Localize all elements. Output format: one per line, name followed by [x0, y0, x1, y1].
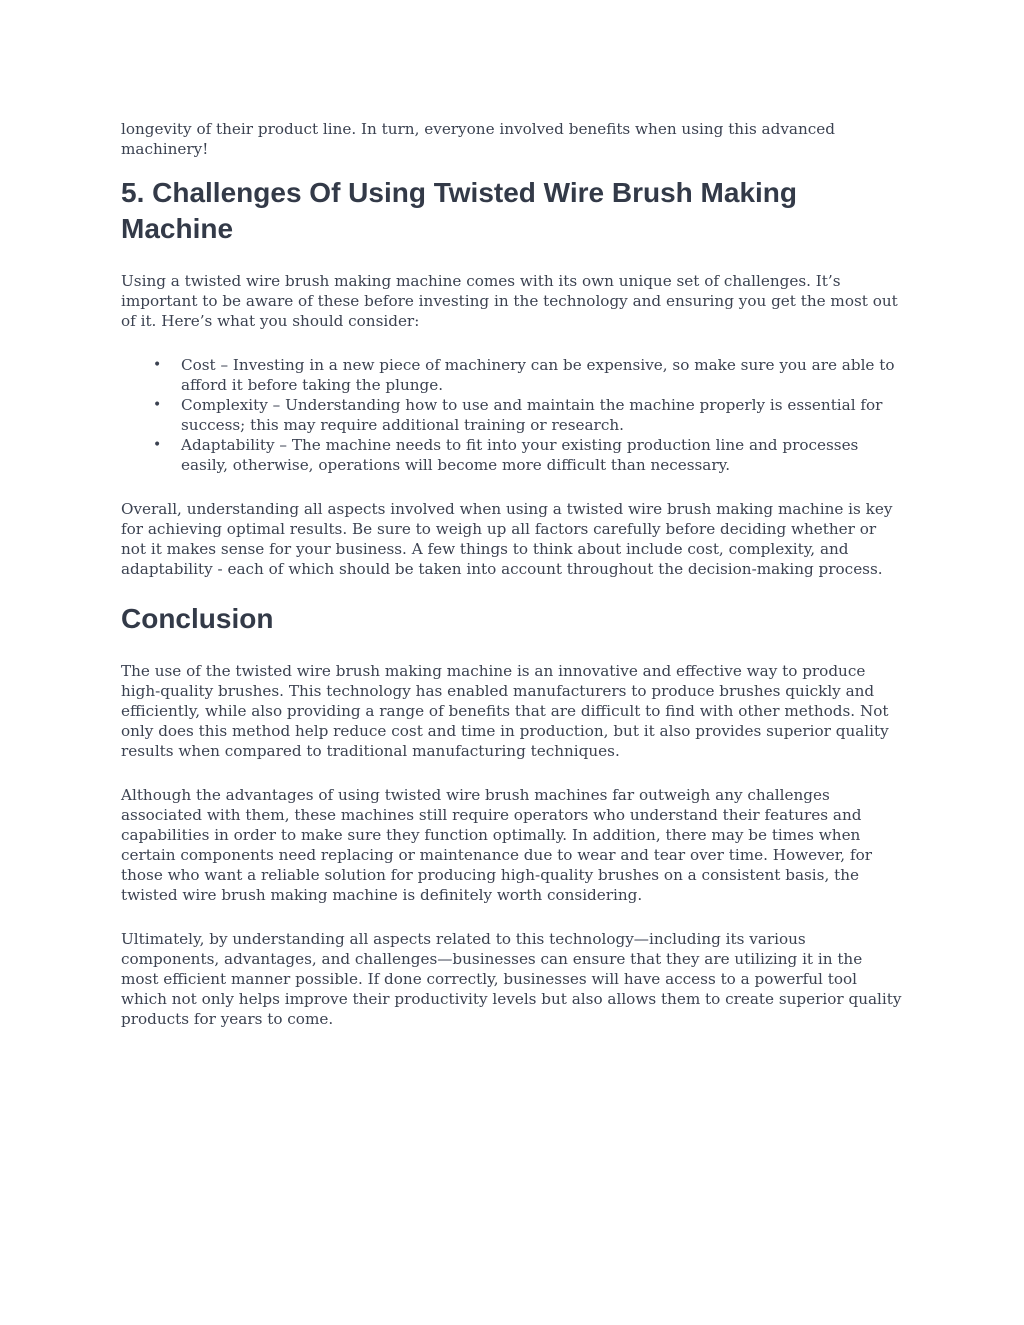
list-item-text: Complexity – Understanding how to use and maintain the machine properly is essential for success; this may require additional training or research. — [181, 396, 883, 434]
list-item — [153, 355, 903, 395]
conclusion-paragraph-3: Ultimately, by understanding all aspects related to this technology—including its various components, advantages, and challenges—businesses can ensure that they are utilizing it in the most efficient manner possible. If done correctly, businesses will have access to a powerful tool which not only helps improve their productivity levels but also allows them to create superior quality products for years to come. — [121, 930, 902, 1028]
list-item — [153, 435, 903, 475]
list-item-text: Cost – Investing in a new piece of machinery can be expensive, so make sure you are able to afford it before taking the plunge. — [181, 356, 895, 394]
bullet-icon: • — [153, 437, 162, 453]
bullet-icon: • — [153, 397, 162, 413]
intro-tail-paragraph: longevity of their product line. In turn, everyone involved benefits when using this advanced machinery! — [121, 120, 835, 158]
challenges-list — [121, 355, 903, 475]
section-5-summary: Overall, understanding all aspects involved when using a twisted wire brush making machine is key for achieving optimal results. Be sure to weigh up all factors carefully before deciding whether or not it makes sense for your business. A few things to think about include cost, complexity, and adaptability - each of which should be taken into account throughout the decision-making process. — [121, 500, 893, 578]
list-item-text: Adaptability – The machine needs to fit into your existing production line and processes easily, otherwise, operations will become more difficult than necessary. — [181, 436, 859, 474]
list-item — [153, 395, 903, 435]
section-5-heading: 5. Challenges Of Using Twisted Wire Brush Making Machine — [121, 177, 798, 244]
document-page — [121, 119, 903, 1029]
bullet-icon: • — [153, 357, 162, 373]
conclusion-paragraph-1: The use of the twisted wire brush making machine is an innovative and effective way to produce high-quality brushes. This technology has enabled manufacturers to produce brushes quickly and efficiently, while also providing a range of benefits that are difficult to find with other methods. Not only does this method help reduce cost and time in production, but it also provides superior quality results when compared to traditional manufacturing techniques. — [121, 662, 889, 760]
section-5-paragraph: Using a twisted wire brush making machine comes with its own unique set of challenges. It’s important to be aware of these before investing in the technology and ensuring you get the most out of it. Here’s what you should consider: — [121, 272, 898, 330]
conclusion-heading: Conclusion — [121, 603, 274, 634]
conclusion-paragraph-2: Although the advantages of using twisted wire brush machines far outweigh any challenges associated with them, these machines still require operators who understand their features and capabilities in order to make sure they function optimally. In addition, there may be times when certain components need replacing or maintenance due to wear and tear over time. However, for those who want a reliable solution for producing high-quality brushes on a consistent basis, the twisted wire brush making machine is definitely worth considering. — [121, 786, 872, 904]
